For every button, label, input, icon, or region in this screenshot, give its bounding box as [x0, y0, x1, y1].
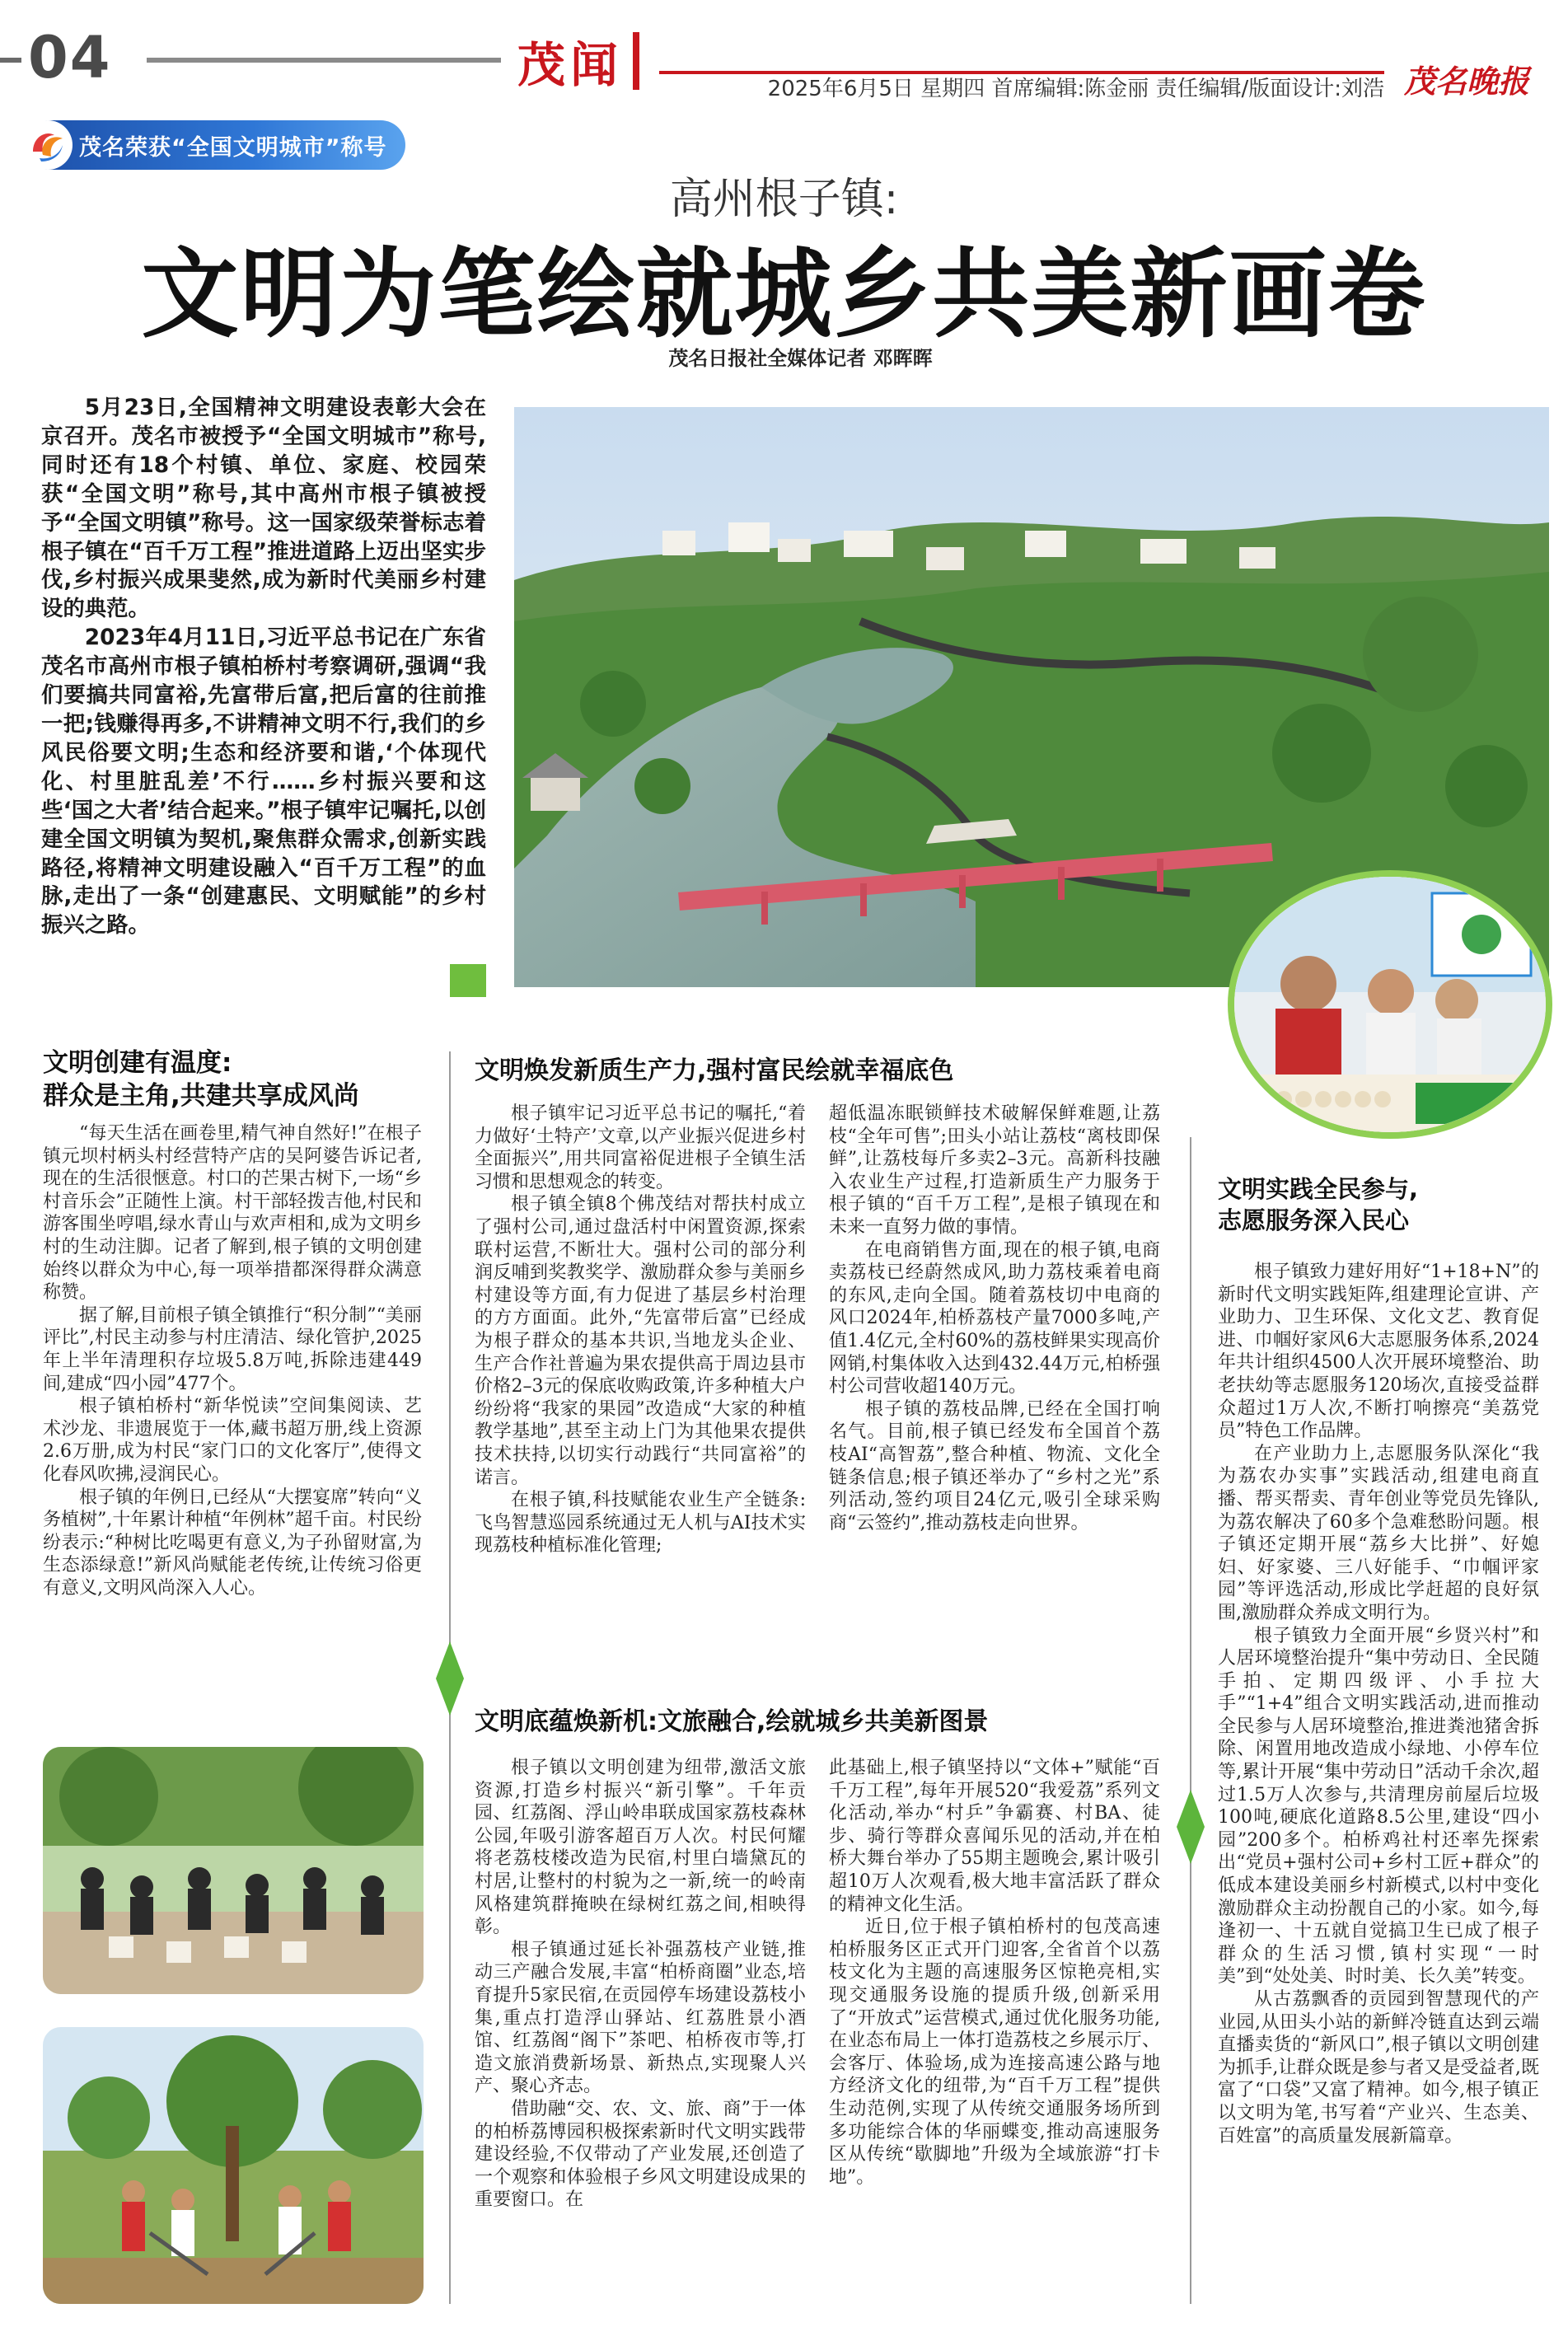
newspaper-logo: 茂名晚报: [1403, 63, 1529, 100]
section1-heading: [43, 1046, 455, 1112]
section3-heading: 文明底蕴焕新机:文旅融合,绘就城乡共美新图景: [475, 1707, 989, 1736]
section4-text: [1218, 1261, 1539, 2147]
article-title: 文明为笔绘就城乡共美新画卷: [141, 237, 1427, 351]
section2-paragraph: 在根子镇,科技赋能农业生产全链条:飞鸟智慧巡园系统通过无人机与AI技术实现荔枝种植标准化管理;: [475, 1490, 806, 1557]
section2-paragraph: 根子镇牢记习近平总书记的嘱托,“着力做好‘土特产’文章,以产业振兴促进乡村全面振兴”,用共同富裕促进根子全镇生活习惯和思想观念的转变。: [475, 1103, 806, 1192]
section2-paragraph: 在电商销售方面,现在的根子镇,电商卖荔枝已经蔚然成风,助力荔枝乘着电商的东风,走向全国。随着荔枝切中电商的风口2024年,柏桥荔枝产量7000多吨,产值1.4亿元,全村60%的荔枝鲜果实现高价网销,村集体收入达到432.44万元,柏桥强村公司营收超140万元。: [829, 1239, 1160, 1398]
section3-paragraph: 根子镇通过延长补强荔枝产业链,推动三产融合发展,丰富“柏桥商圈”业态,培育提升5家民宿,在贡园停车场建设荔枝小集,重点打造浮山驿站、红荔胜景小酒馆、红荔阁“阁下”茶吧、柏桥夜市等,打造文旅消费新场景、新热点,实现聚人兴产、聚心齐志。: [475, 1939, 806, 2097]
lead-paragraph: 2023年4月11日,习近平总书记在广东省茂名市高州市根子镇柏桥村考察调研,强调“我们要搞共同富裕,先富带后富,把后富的往前推一把;钱赚得再多,不讲精神文明不行,我们的乡风民俗要文明;生态和经济要和谐,‘个体现代化、村里脏乱差’不行……乡村振兴要和这些‘国之大者’结合起来。”根子镇牢记嘱托,以创建全国文明镇为契机,聚焦群众需求,创新实践路径,将精神文明建设融入“百千万工程”的血脉,走出了一条“创建惠民、文明赋能”的乡村振兴之路。: [41, 625, 486, 939]
section4-heading-line1: 文明实践全民参与,: [1218, 1175, 1419, 1203]
lead-paragraph: 5月23日,全国精神文明建设表彰大会在京召开。茂名市被授予“全国文明城市”称号,同时还有18个村镇、单位、家庭、校园荣获“全国文明”称号,其中高州市根子镇被授予“全国文明镇”称号。这一国家级荣誉标志着根子镇在“百千万工程”推进道路上迈出坚实步伐,乡村振兴成果斐然,成为新时代美丽乡村建设的典范。: [41, 395, 486, 622]
section2-paragraph: 根子镇的荔枝品牌,已经在全国打响名气。目前,根子镇已经发布全国首个荔枝AI“高智荔”,整合种植、物流、文化全链条信息;根子镇还举办了“乡村之光”系列活动,签约项目24亿元,吸引全球采购商“云签约”,推动荔枝走向世界。: [829, 1398, 1160, 1533]
section1-heading-line1: 文明创建有温度:: [43, 1048, 232, 1078]
tree-planting-photo: [43, 2027, 424, 2304]
section1-text: [43, 1122, 422, 1599]
banner-text: 茂名荣获“全国文明城市”称号: [79, 134, 387, 161]
campaign-banner: [25, 120, 405, 170]
section1-paragraph: “每天生活在画卷里,精气神自然好!”在根子镇元坝村柄头村经营特产店的吴阿婆告诉记者,现在的生活很惬意。村口的芒果古树下,一场“乡村音乐会”正随性上演。村干部轻拨吉他,村民和游客围坐哼唱,绿水青山与欢声相和,成为文明乡村的生动注脚。记者了解到,根子镇的文明创建始终以群众为中心,每一项举措都深得群众满意称赞。: [43, 1123, 422, 1304]
article-subtitle: 高州根子镇:: [669, 175, 899, 224]
section-tag-label: 茂闻: [517, 37, 624, 93]
lead-text: [41, 394, 486, 940]
section3-paragraph: 此基础上,根子镇坚持以“文体+”赋能“百千万工程”,每年开展520“我爱荔”系列文化活动,举办“村乒”争霸赛、村BA、徒步、骑行等群众喜闻乐见的活动,并在柏桥大舞台举办了55期主题晚会,累计吸引超10万人次观看,极大地丰富活跃了群众的精神文化生活。: [829, 1758, 1160, 1915]
section1-heading-line2: 群众是主角,共建共享成风尚: [43, 1081, 359, 1111]
section-tag-bar: [633, 32, 639, 90]
section3-paragraph: 借助融“交、农、文、旅、商”于一体的柏桥荔博园积极探索新时代文明实践带建设经验,不仅带动了产业发展,还创造了一个观察和体验根子乡风文明建设成果的重要窗口。在: [475, 2098, 806, 2211]
section-tag: [517, 21, 639, 101]
section4-paragraph: 在产业助力上,志愿服务队深化“我为荔农办实事”实践活动,组建电商直播、帮买帮卖、青年创业等党员先锋队,为荔农解决了60多个急难愁盼问题。根子镇还定期开展“荔乡大比拼”、好媳妇、好家婆、三八好能手、“巾帼评家园”等评选活动,形成比学赶超的良好氛围,激励群众养成文明行为。: [1218, 1443, 1539, 1623]
divider-diamond-icon: [436, 1641, 464, 1716]
section4-paragraph: 根子镇致力建好用好“1+18+N”的新时代文明实践矩阵,组建理论宣讲、产业助力、卫生环保、文化文艺、教育促进、巾帼好家风6大志愿服务体系,2024年共计组织4500人次开展环境整治、助老扶幼等志愿服务120场次,直接受益群众超过1万人次,不断打响擦亮“美荔党员”特色工作品牌。: [1218, 1262, 1539, 1442]
lychee-sales-illustration: [1234, 877, 1546, 1132]
column-divider: [1190, 1137, 1191, 2304]
header-rule: [147, 58, 501, 63]
issue-info: 2025年6月5日 星期四 首席编辑:陈金丽 责任编辑/版面设计:刘浩: [659, 71, 1384, 104]
divider-diamond-icon: [1177, 1790, 1205, 1864]
section1-paragraph: 根子镇柏桥村“新华悦读”空间集阅读、艺术沙龙、非遗展览于一体,藏书超万册,线上资源2.6万册,成为村民“家门口的文化客厅”,使得文化春风吹拂,浸润民心。: [43, 1396, 422, 1485]
tree-planting-illustration: [43, 2027, 424, 2304]
lychee-sales-photo: [1228, 870, 1552, 1139]
civilized-city-logo-icon: [21, 119, 74, 171]
section3-paragraph: 近日,位于根子镇柏桥村的包茂高速柏桥服务区正式开门迎客,全省首个以荔枝文化为主题的高速服务区惊艳亮相,实现交通服务设施的提质升级,创新采用了“开放式”运营模式,通过优化服务功能,在业态布局上一体打造荔枝之乡展示厅、会客厅、体验场,成为连接高速公路与地方经济文化的纽带,为“百千万工程”提供生动范例,实现了从传统交通服务场所到多功能综合体的华丽蝶变,推动高速服务区从传统“歇脚地”升级为全域旅游“打卡地”。: [829, 1917, 1160, 2188]
section4-heading-line2: 志愿服务深入民心: [1218, 1206, 1410, 1234]
section4-paragraph: 根子镇致力全面开展“乡贤兴村”和人居环境整治提升“集中劳动日、全民随手拍、定期四级评、小手拉大手”“1+4”组合文明实践活动,进而推动全民参与人居环境整治,推进粪池猪舍拆除、闲置用地改造成小绿地、小停车位等,累计开展“集中劳动日”活动千余次,超过1.5万人次参与,共清理房前屋后垃圾100吨,硬底化道路8.5公里,建设“四小园”200多个。柏桥鸡社村还率先探索出“党员+强村公司+乡村工匠+群众”的低成本建设美丽乡村新模式,以村中变化激励群众主动扮靓自己的小家。如今,每逢初一、十五就自觉搞卫生已成了根子群众的生活习惯,镇村实现“一时美”到“处处美、时时美、长久美”转变。: [1218, 1625, 1539, 1988]
section4-heading: [1218, 1173, 1531, 1236]
section4-paragraph: 从古荔飘香的贡园到智慧现代的产业园,从田头小站的新鲜冷链直达到云端直播卖货的“新风口”,根子镇以文明创建为抓手,让群众既是参与者又是受益者,既富了“口袋”又富了精神。如今,根子镇正以文明为笔,书写着“产业兴、生态美、百姓富”的高质量发展新篇章。: [1218, 1989, 1539, 2147]
lead-end-mark: [450, 964, 486, 997]
section2-paragraph: 超低温冻眠锁鲜技术破解保鲜难题,让荔枝“全年可售”;田头小站让荔枝“离枝即保鲜”,让荔枝每斤多卖2–3元。高新科技融入农业生产过程,打造新质生产力服务于根子镇的“百千万工程”,是根子镇现在和未来一直努力做的事情。: [829, 1103, 1160, 1238]
section3-column-b: [829, 1757, 1160, 2189]
music-event-photo: [43, 1747, 424, 1994]
section2-heading: 文明焕发新质生产力,强村富民绘就幸福底色: [475, 1056, 954, 1085]
section1-paragraph: 据了解,目前根子镇全镇推行“积分制”“美丽评比”,村民主动参与村庄清洁、绿化管护,2025年上半年清理积存垃圾5.8万吨,拆除违建449间,建成“四小园”477个。: [43, 1304, 422, 1394]
section2-column-a: [475, 1103, 806, 1557]
section1-paragraph: 根子镇的年例日,已经从“大摆宴席”转向“义务植树”,十年累计种植“年例林”超千亩。村民纷纷表示:“种树比吃喝更有意义,为子孙留财富,为生态添绿意!”新风尚赋能老传统,让传统习俗更有意义,文明风尚深入人心。: [43, 1487, 422, 1599]
music-event-illustration: [43, 1747, 424, 1994]
section3-column-a: [475, 1757, 806, 2212]
section2-paragraph: 根子镇全镇8个佛茂结对帮扶村成立了强村公司,通过盘活村中闲置资源,探索联村运营,不断壮大。强村公司的部分利润反哺到奖教奖学、激励群众参与美丽乡村建设等方面,有力促进了基层乡村治理的方方面面。此外,“先富带后富”已经成为根子群众的基本共识,当地龙头企业、生产合作社普遍为果农提供高于周边县市价格2–3元的保底收购政策,许多种植大户纷纷将“我家的果园”改造成“大家的种植教学基地”,甚至主动上门为其他果农提供技术扶持,以切实行动践行“共同富裕”的诺言。: [475, 1194, 806, 1488]
section3-paragraph: 根子镇以文明创建为纽带,激活文旅资源,打造乡村振兴“新引擎”。千年贡园、红荔阁、浮山岭串联成国家荔枝森林公园,年吸引游客超百万人次。村民何耀将老荔枝楼改造为民宿,村里白墙黛瓦的村居,让整村的村貌为之一新,统一的岭南风格建筑群掩映在绿树红荔之间,相映得彰。: [475, 1758, 806, 1938]
section2-column-b: [829, 1103, 1160, 1534]
page-number: 04: [28, 24, 112, 91]
article-byline: 茂名日报社全媒体记者 邓晖晖: [668, 347, 933, 370]
